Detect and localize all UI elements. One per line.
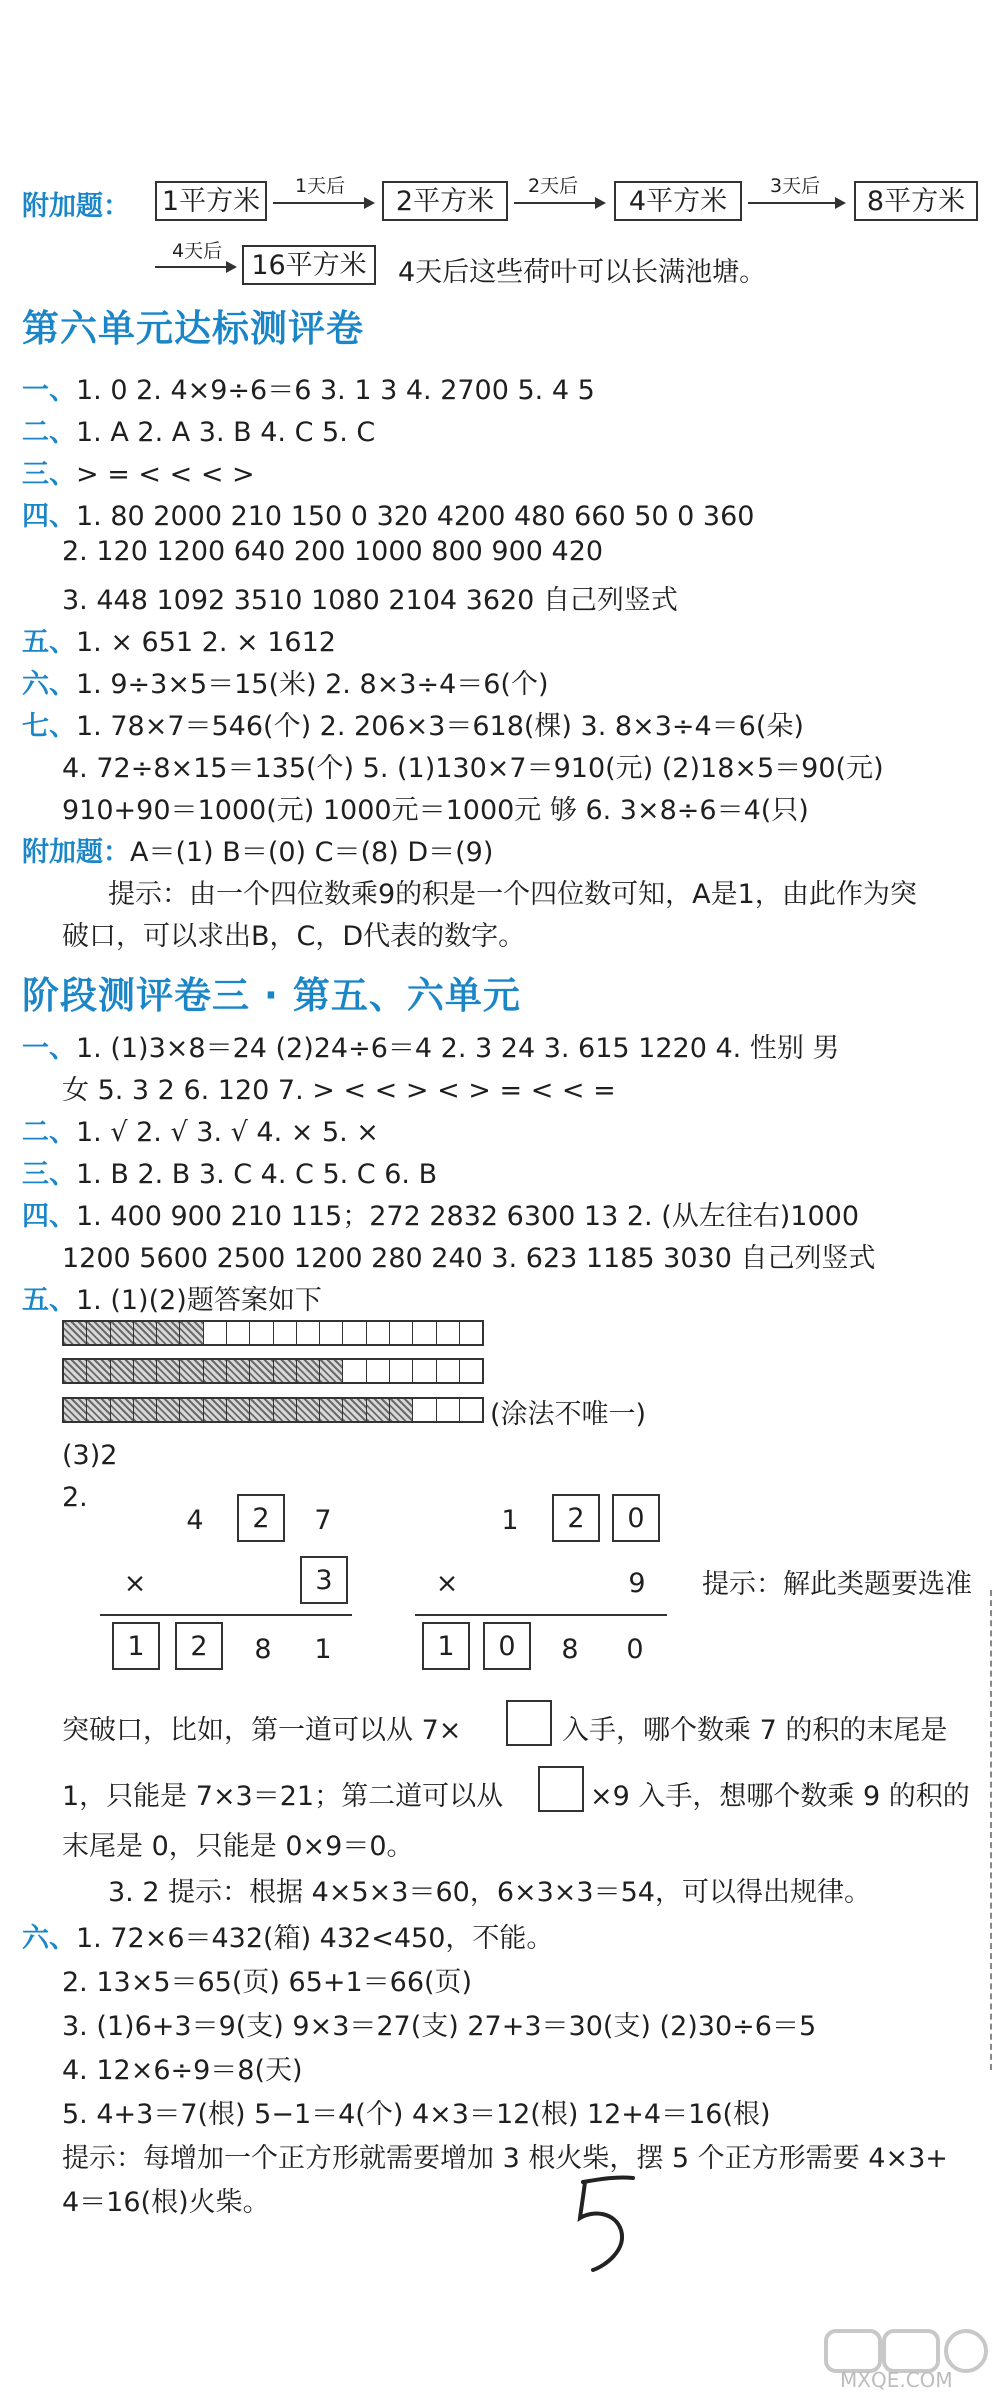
handwritten-page-mark bbox=[575, 2170, 645, 2280]
fraction-grid-1 bbox=[62, 1320, 484, 1346]
calc-digit: 9 bbox=[628, 1568, 646, 1599]
calc-digit: 1 bbox=[501, 1505, 519, 1536]
answer-line: 910+90＝1000(元) 1000元＝1000元 够 6. 3×8÷6＝4(只) bbox=[62, 795, 809, 826]
hint-line: 破口，可以求出B，C，D代表的数字。 bbox=[62, 921, 526, 952]
explanation-line-3: 末尾是 0，只能是 0×9＝0。 bbox=[62, 1831, 414, 1862]
fraction-grid-2 bbox=[62, 1358, 484, 1384]
section6-title: 第六单元达标测评卷 bbox=[22, 307, 364, 350]
calc-line bbox=[100, 1614, 352, 1616]
blank-box bbox=[538, 1766, 584, 1812]
explanation-line-2a: 1，只能是 7×3＝21；第二道可以从 bbox=[62, 1781, 504, 1812]
arrow-label-2: 2天后 bbox=[528, 175, 579, 197]
side-hint: 提示：解此类题要选准 bbox=[702, 1569, 972, 1600]
answer-line: 一、1. 0 2. 4×9÷6＝6 3. 1 3 4. 2700 5. 4 5 bbox=[22, 375, 595, 406]
explanation-line-1b: 入手，哪个数乘 7 的积的末尾是 bbox=[562, 1715, 948, 1746]
hint-line: 提示：每增加一个正方形就需要增加 3 根火柴，摆 5 个正方形需要 4×3+ bbox=[62, 2143, 948, 2174]
answer-line: 五、1. (1)(2)题答案如下 bbox=[22, 1285, 322, 1316]
fold-dashed-line bbox=[990, 1590, 992, 2070]
arrow-label-1: 1天后 bbox=[295, 175, 346, 197]
arrow-label-4: 4天后 bbox=[172, 240, 223, 262]
answer-line: 4. 12×6÷9＝8(天) bbox=[62, 2055, 303, 2086]
calc-box-digit: 2 bbox=[175, 1622, 223, 1670]
arrow-label-3: 3天后 bbox=[770, 175, 821, 197]
calc-digit: 7 bbox=[314, 1505, 332, 1536]
answer-line: 三、1. B 2. B 3. C 4. C 5. C 6. B bbox=[22, 1159, 438, 1190]
answer-line: 七、1. 78×7＝546(个) 2. 206×3＝618(棵) 3. 8×3÷4＝6(朵) bbox=[22, 711, 804, 742]
calc-box-digit: 0 bbox=[483, 1622, 531, 1670]
area-box-3: 4平方米 bbox=[614, 181, 742, 221]
answer-line: 五、1. × 651 2. × 1612 bbox=[22, 627, 336, 658]
explanation-line-2b: ×9 入手，想哪个数乘 9 的积的 bbox=[590, 1781, 970, 1812]
arrow-4 bbox=[155, 266, 235, 268]
answer-line: 六、1. 9÷3×5＝15(米) 2. 8×3÷4＝6(个) bbox=[22, 669, 549, 700]
watermark-text: MXQE.COM bbox=[840, 2368, 953, 2392]
calc-times: × bbox=[123, 1568, 147, 1599]
answer-line: 4. 72÷8×15＝135(个) 5. (1)130×7＝910(元) (2)18×5＝90(元) bbox=[62, 753, 884, 784]
answer-line: 3. 448 1092 3510 1080 2104 3620 自己列竖式 bbox=[62, 585, 678, 616]
hint-line: 提示：由一个四位数乘9的积是一个四位数可知，A是1，由此作为突 bbox=[108, 879, 917, 910]
blank-box bbox=[506, 1700, 552, 1746]
part3-answer: (3)2 bbox=[62, 1440, 118, 1471]
explanation-line-1a: 突破口，比如，第一道可以从 7× bbox=[62, 1715, 462, 1746]
answer-line: 5. 4+3＝7(根) 5−1＝4(个) 4×3＝12(根) 12+4＝16(根) bbox=[62, 2099, 771, 2130]
answer-line: 一、1. (1)3×8＝24 (2)24÷6＝4 2. 3 24 3. 615 1220 4. 性别 男 bbox=[22, 1033, 840, 1064]
arrow-3 bbox=[748, 202, 844, 204]
calc-digit: 8 bbox=[561, 1634, 579, 1665]
hint-line: 4＝16(根)火柴。 bbox=[62, 2187, 270, 2218]
arrow-1 bbox=[273, 202, 373, 204]
q2-label: 2. bbox=[62, 1482, 88, 1513]
answer-line: 女 5. 3 2 6. 120 7. > < < > < > = < < = bbox=[62, 1075, 616, 1106]
calc-box-digit: 3 bbox=[300, 1556, 348, 1604]
appendix-label: 附加题： bbox=[22, 191, 130, 222]
appendix-conclusion: 4天后这些荷叶可以长满池塘。 bbox=[398, 257, 767, 288]
answer-line: 二、1. A 2. A 3. B 4. C 5. C bbox=[22, 417, 376, 448]
arrow-2 bbox=[514, 202, 604, 204]
area-box-5: 16平方米 bbox=[242, 245, 376, 285]
calc-box-digit: 0 bbox=[612, 1494, 660, 1542]
calc-line bbox=[415, 1614, 667, 1616]
area-box-4: 8平方米 bbox=[854, 181, 978, 221]
grid-note: (涂法不唯一) bbox=[490, 1399, 647, 1430]
calc-box-digit: 1 bbox=[422, 1622, 470, 1670]
calc-digit: 0 bbox=[626, 1634, 644, 1665]
calc-digit: 1 bbox=[314, 1634, 332, 1665]
fraction-grid-3 bbox=[62, 1397, 484, 1423]
q3-answer: 3. 2 提示：根据 4×5×3＝60，6×3×3＝54，可以得出规律。 bbox=[108, 1877, 871, 1908]
area-box-1: 1平方米 bbox=[155, 181, 267, 221]
calc-box-digit: 2 bbox=[552, 1494, 600, 1542]
answer-line: 2. 120 1200 640 200 1000 800 900 420 bbox=[62, 536, 604, 567]
area-box-2: 2平方米 bbox=[382, 181, 508, 221]
stage3-title: 阶段测评卷三 · 第五、六单元 bbox=[22, 974, 521, 1017]
answer-line: 四、1. 400 900 210 115；272 2832 6300 13 2. (从左往右)1000 bbox=[22, 1201, 859, 1232]
calc-digit: 4 bbox=[186, 1505, 204, 1536]
calc-digit: 8 bbox=[254, 1634, 272, 1665]
answer-line: 3. (1)6+3＝9(支) 9×3＝27(支) 27+3＝30(支) (2)30÷6＝5 bbox=[62, 2011, 817, 2042]
bonus-line: 附加题：A＝(1) B＝(0) C＝(8) D＝(9) bbox=[22, 837, 494, 868]
answer-line: 2. 13×5＝65(页) 65+1＝66(页) bbox=[62, 1967, 473, 1998]
calc-box-digit: 2 bbox=[237, 1494, 285, 1542]
answer-line: 四、1. 80 2000 210 150 0 320 4200 480 660 50 0 360 bbox=[22, 501, 755, 532]
answer-line: 1200 5600 2500 1200 280 240 3. 623 1185 3030 自己列竖式 bbox=[62, 1243, 876, 1274]
answer-line: 六、1. 72×6＝432(箱) 432<450，不能。 bbox=[22, 1923, 554, 1954]
calc-times: × bbox=[435, 1568, 459, 1599]
calc-box-digit: 1 bbox=[112, 1622, 160, 1670]
answer-line: 二、1. √ 2. √ 3. √ 4. × 5. × bbox=[22, 1117, 379, 1148]
answer-line: 三、> = < < < > bbox=[22, 459, 255, 490]
